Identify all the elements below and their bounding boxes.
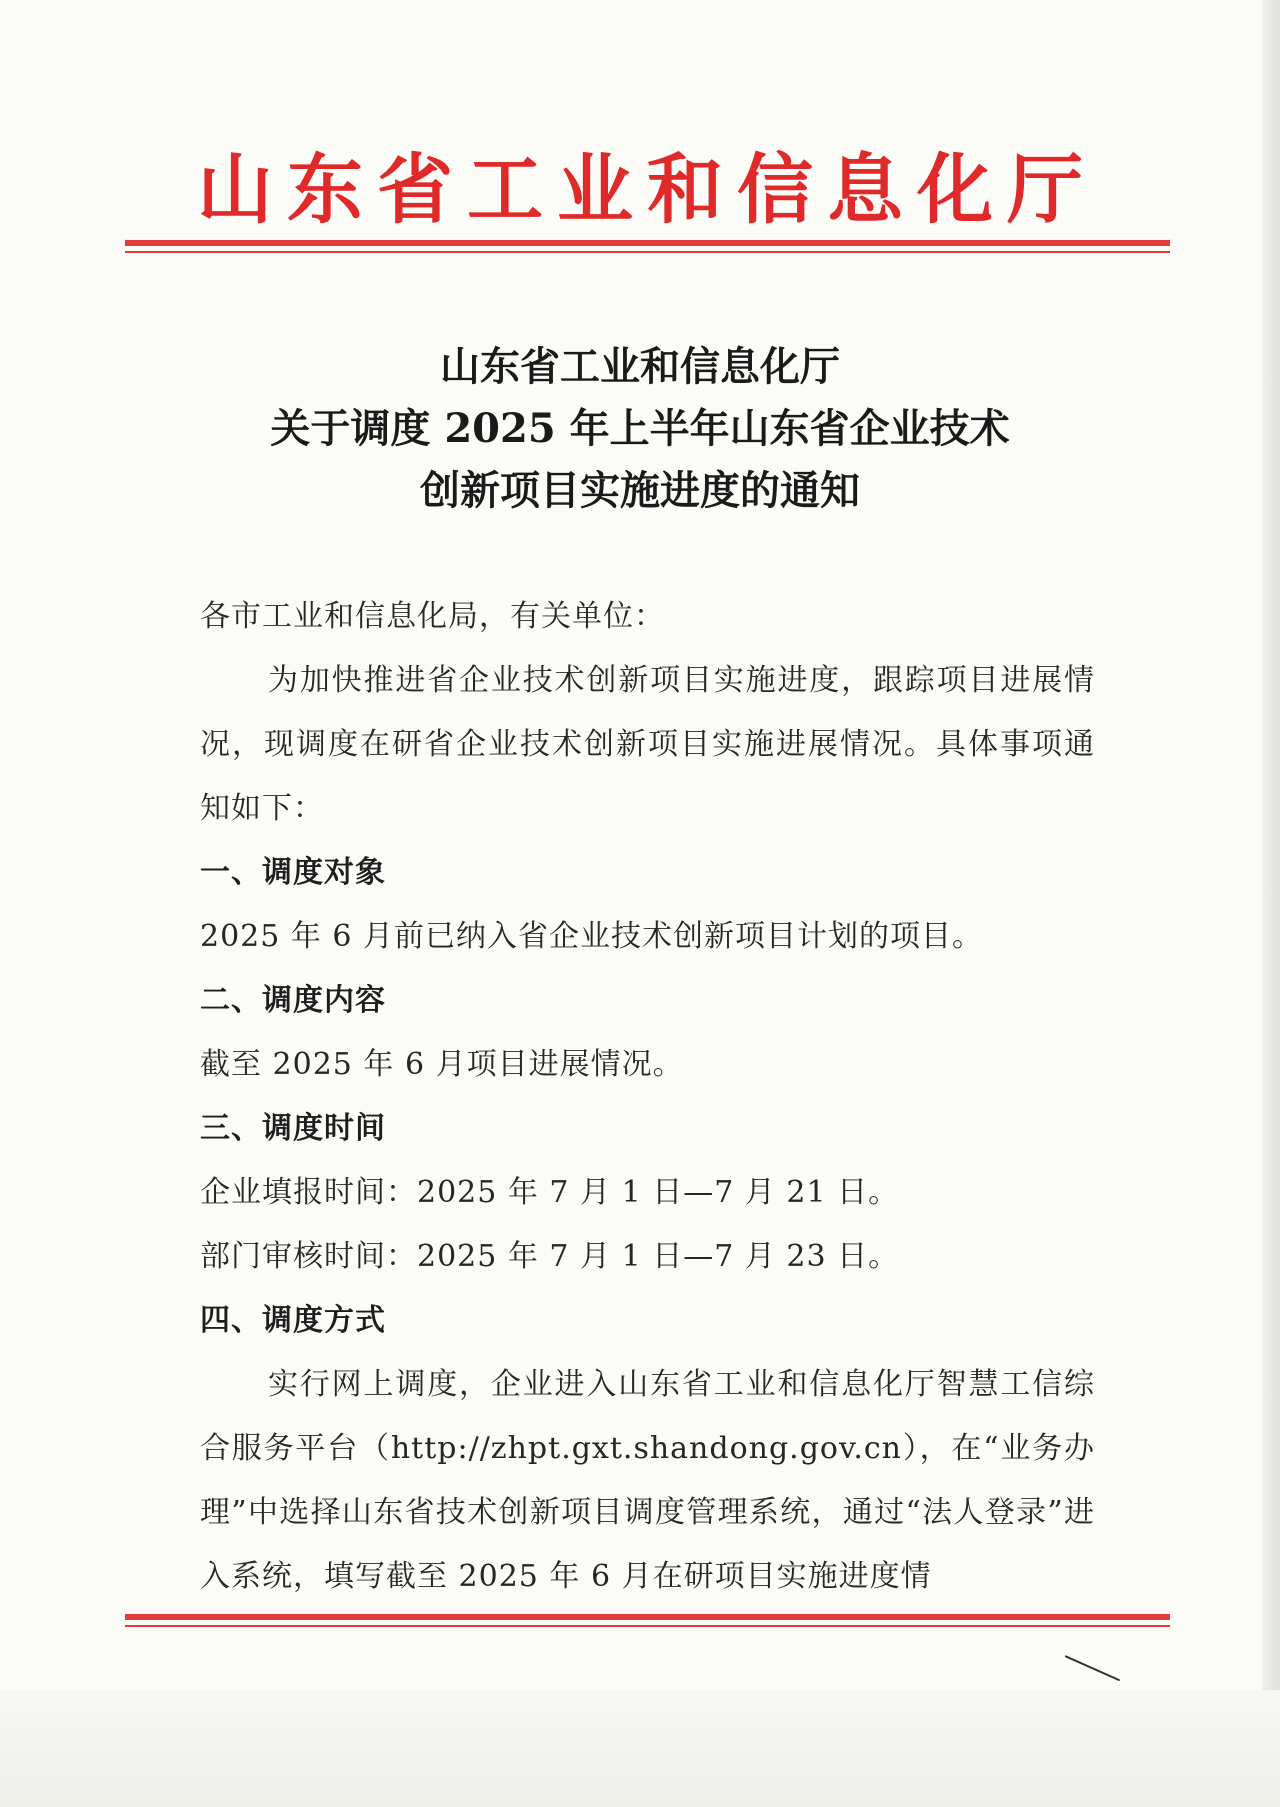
method-paragraph: 实行网上调度，企业进入山东省工业和信息化厅智慧工信综合服务平台（http://zhpt.gxt.shandong.gov.cn），在“业务办理”中选择山东省技术创新项目调度管理系统，通过“法人登录”进入系统，填写截至 2025 年 6 月在研项目实施进度情 [200, 1367, 1095, 1594]
title-line-1: 山东省工业和信息化厅 [440, 343, 840, 390]
section-target-text: 2025 年 6 月前已纳入省企业技术创新项目计划的项目。 [200, 919, 984, 954]
title-line-2: 关于调度 2025 年上半年山东省企业技术 [270, 405, 1010, 452]
salutation: 各市工业和信息化局，有关单位： [200, 599, 665, 634]
intro-paragraph: 为加快推进省企业技术创新项目实施进度，跟踪项目进展情况，现调度在研省企业技术创新项目实施进展情况。具体事项通知如下： [200, 663, 1095, 826]
document-title [0, 336, 1280, 522]
section-heading-target: 一、调度对象 [200, 855, 386, 890]
footer-red-rule [125, 1614, 1170, 1627]
department-review-time: 部门审核时间：2025 年 7 月 1 日—7 月 23 日。 [200, 1239, 900, 1274]
document-body [200, 585, 1095, 1609]
section-content-text: 截至 2025 年 6 月项目进展情况。 [200, 1047, 684, 1082]
pen-stroke-mark [1065, 1655, 1121, 1681]
scan-edge-shadow [1262, 0, 1280, 1807]
page-bottom-shade [0, 1690, 1280, 1807]
title-line-3: 创新项目实施进度的通知 [420, 467, 860, 514]
enterprise-fill-time: 企业填报时间：2025 年 7 月 1 日—7 月 21 日。 [200, 1175, 900, 1210]
section-heading-method: 四、调度方式 [200, 1303, 386, 1338]
section-heading-content: 二、调度内容 [200, 983, 386, 1018]
letterhead-org-name: 山东省工业和信息化厅 [197, 145, 1097, 234]
section-heading-time: 三、调度时间 [200, 1111, 386, 1146]
letterhead-red-rule [125, 240, 1170, 253]
